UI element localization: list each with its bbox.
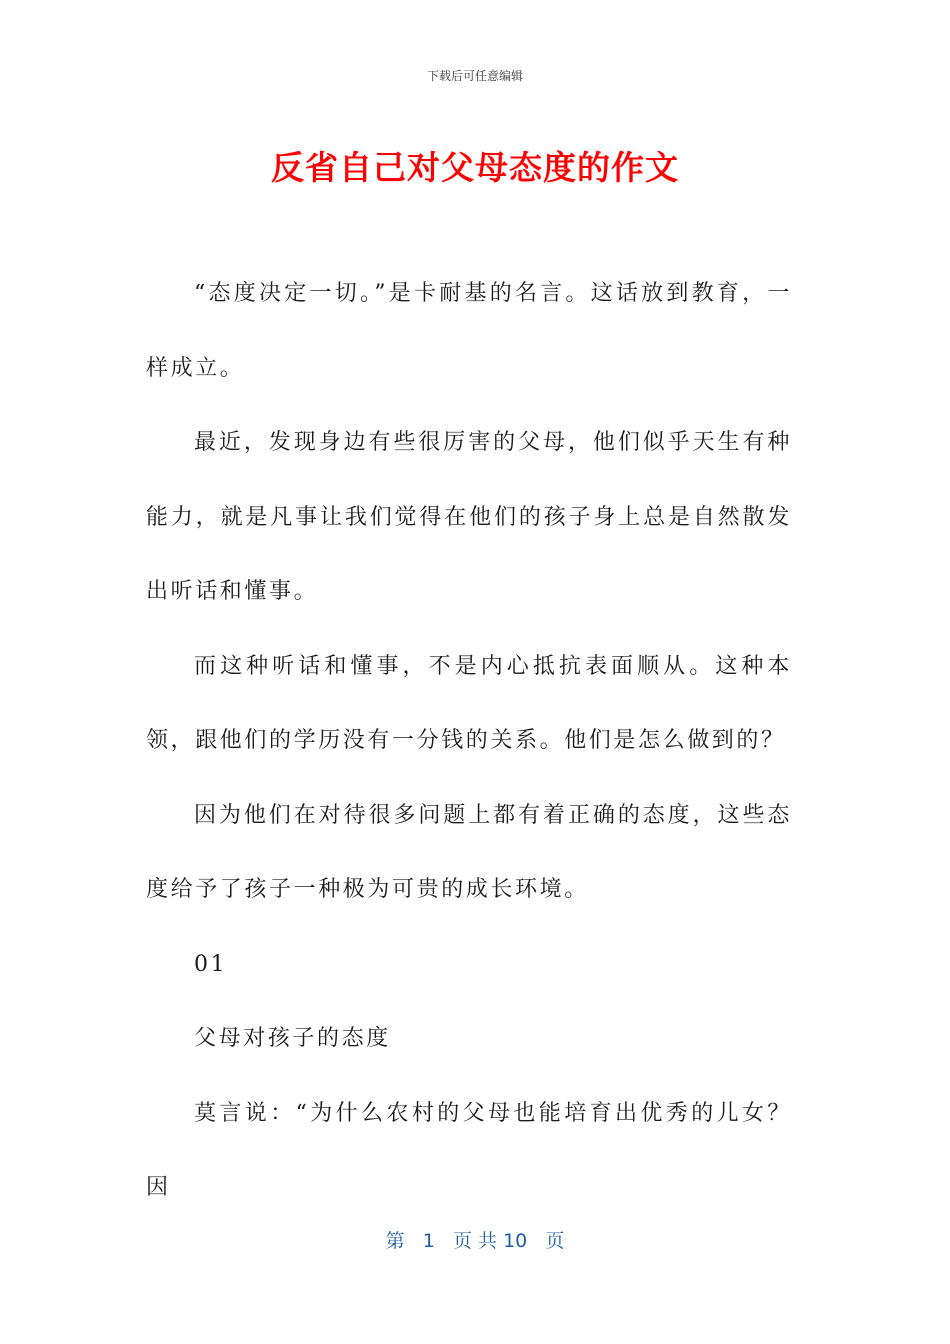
document-body — [146, 257, 792, 1226]
total-pages-number: 10 — [503, 1230, 528, 1252]
footer-suffix: 页 — [545, 1230, 565, 1252]
paragraph: 而这种听话和懂事，不是内心抵抗表面顺从。这种本领，跟他们的学历没有一分钱的关系。他们是怎么做到的？ — [146, 653, 792, 753]
section-heading: 父母对孩子的态度 — [194, 1026, 391, 1051]
document-title: 反省自己对父母态度的作文 — [271, 148, 679, 187]
footer-middle: 页 共 — [452, 1230, 498, 1252]
header-note: 下载后可任意编辑 — [426, 69, 523, 83]
paragraph: 莫言说：“为什么农村的父母也能培育出优秀的儿女？因 — [146, 1100, 792, 1200]
paragraph: 最近，发现身边有些很厉害的父母，他们似乎天生有种能力，就是凡事让我们觉得在他们的孩子身上总是自然散发出听话和懂事。 — [146, 430, 792, 604]
paragraph: 因为他们在对待很多问题上都有着正确的态度，这些态度给予了孩子一种极为可贵的成长环境。 — [146, 802, 792, 902]
section-number: 01 — [194, 951, 228, 977]
page-footer — [0, 1226, 950, 1253]
footer-prefix: 第 — [385, 1230, 405, 1252]
current-page-number: 1 — [422, 1230, 435, 1252]
paragraph: “态度决定一切。”是卡耐基的名言。这话放到教育，一样成立。 — [146, 281, 792, 381]
